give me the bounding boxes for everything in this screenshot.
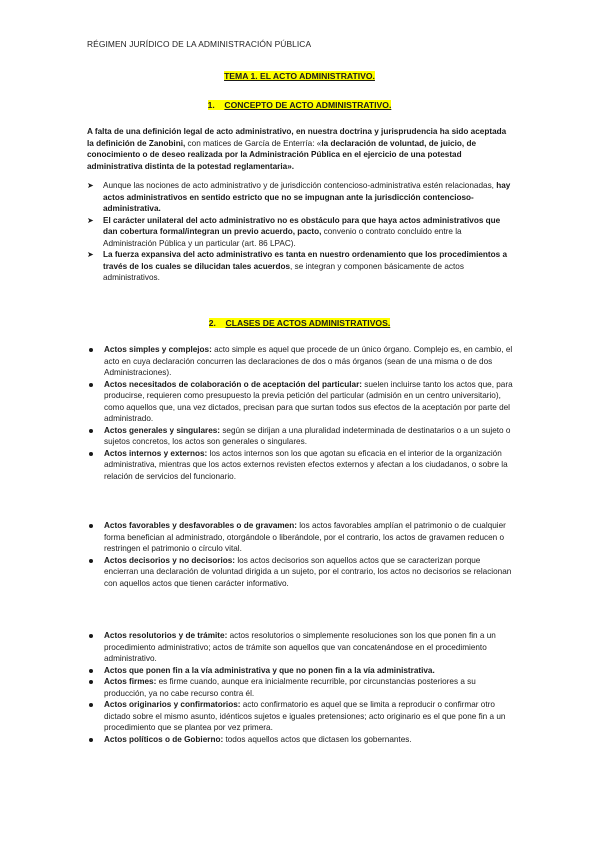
bullet-dot-icon [89, 680, 93, 684]
intro-part-3: la declaración de voluntad, de juicio, de conocimiento o de deseo realizada por la Administración Pública en el ejercicio de una potestad administrativa distinta de la potestad reglamentaria». [87, 138, 477, 171]
list-item-term: Actos decisorios y no decisorios: [104, 555, 236, 565]
list-item-term: Actos políticos o de Gobierno: [104, 734, 224, 744]
bullet-dot-icon [89, 383, 93, 387]
document-title [0, 71, 599, 81]
list-item-text: todos aquellos actos que dictasen los gobernantes. [223, 734, 412, 744]
bullet-dot-icon [89, 348, 93, 352]
arrow-bullet-icon: ➤ [87, 250, 94, 259]
arrow-point-bold: El carácter unilateral del acto administrativo no es obstáculo para que haya actos administrativos que dan cobertura formal/integran un previo acuerdo, pacto, [103, 215, 501, 236]
list-item [87, 379, 514, 425]
bullet-dot-icon [89, 452, 93, 456]
bullet-dot-icon [89, 429, 93, 433]
arrow-bullet-icon: ➤ [87, 181, 94, 190]
list-item-text: actos resolutorios o simplemente resoluciones son los que ponen fin a un procedimiento administrativo; actos de trámite son aquellos que van concatenándose en el procedimiento administrativo. [104, 631, 496, 663]
section-2-heading [0, 318, 599, 328]
section-2-number: 2. [208, 318, 216, 328]
section-1-highlight [208, 100, 392, 110]
intro-paragraph [87, 126, 514, 172]
bullet-list-group-1 [87, 344, 514, 482]
list-item-text: los actos internos son los que agotan su eficacia en el interior de la organización administrativa, mientras que los actos externos revisten efectos externos y afectan a los ciudadanos, o sobre la relación de servicios del funcionario. [104, 448, 508, 481]
section-2-highlight [209, 318, 390, 328]
list-item [87, 665, 514, 677]
arrow-point-bold: hay actos administrativos en sentido estricto que no se impugnan ante la jurisdicción contencioso-administrativa. [103, 181, 511, 213]
list-item-text: es firme cuando, aunque era inicialmente recurrible, por circunstancias posteriores a su producción, ya no cabe recurso contra él. [104, 677, 476, 698]
section-1-title: CONCEPTO DE ACTO ADMINISTRATIVO. [224, 100, 392, 110]
list-item [87, 448, 514, 483]
list-item-term: Actos generales y singulares: [104, 425, 221, 435]
list-item-term: Actos favorables y desfavorables o de gravamen: [104, 521, 297, 530]
bullet-dot-icon [89, 559, 93, 563]
list-item [87, 520, 514, 555]
section-2-title: CLASES DE ACTOS ADMINISTRATIVOS. [225, 318, 391, 328]
bullet-dot-icon [89, 634, 93, 638]
intro-part-2: con matices de García de Enterría: « [185, 138, 322, 148]
running-header: RÉGIMEN JURÍDICO DE LA ADMINISTRACIÓN PÚBLICA [87, 39, 312, 49]
list-item [87, 676, 514, 699]
list-item-text: acto simple es aquel que procede de un único órgano. Complejo es, en cambio, el acto en cuya declaración concurren las declaraciones de dos o más órganos (sean de una misma o de dos Administraciones). [104, 345, 513, 377]
section-1-number: 1. [207, 100, 215, 110]
list-item-text: los actos favorables amplían el patrimonio o de cualquier forma benefician al administrado, otorgándole o liberándole, por el contrario, los actos de gravamen reducen o restringen el patrimonio o círculo vital. [104, 521, 506, 553]
list-item [87, 734, 514, 746]
arrow-point-bold: La fuerza expansiva del acto administrativo es tanta en nuestro ordenamiento que los procedimientos a través de los cuales se dilucidan tales acuerdos [103, 250, 508, 271]
list-item-text: según se dirijan a una pluralidad indeterminada de destinatarios o a un sujeto o sujetos concretos, los actos son generales o singulares. [104, 425, 511, 446]
section-1-heading [0, 100, 599, 110]
list-item [87, 555, 514, 590]
bullet-dot-icon [89, 524, 93, 528]
arrow-point [87, 249, 514, 284]
arrow-point-list [87, 180, 514, 284]
list-item-term: Actos firmes: [104, 677, 157, 686]
document-title-text: TEMA 1. EL ACTO ADMINISTRATIVO. [224, 71, 375, 81]
list-item-term: Actos necesitados de colaboración o de aceptación del particular: [104, 379, 362, 389]
list-item [87, 699, 514, 734]
list-item [87, 425, 514, 448]
bullet-dot-icon [89, 738, 93, 742]
arrow-point-text-end: convenio o contrato concluido entre la Administración Pública y un particular (art. 86 LPAC). [103, 227, 462, 248]
arrow-point [87, 215, 514, 250]
list-item-term: Actos internos y externos: [104, 448, 208, 458]
list-item-term: Actos resolutorios y de trámite: [104, 631, 228, 640]
bullet-dot-icon [89, 703, 93, 707]
list-item-term: Actos que ponen fin a la vía administrativa y que no ponen fin a la vía administrativa. [104, 665, 435, 675]
list-item-text: acto confirmatorio es aquel que se limita a reproducir o confirmar otro dictado sobre el mismo asunto, idénticos sujetos e iguales pretensiones; acto originario es el que pone fin a un procedimiento que se plantea por vez primera. [104, 700, 506, 732]
list-item [87, 344, 514, 379]
arrow-point [87, 180, 514, 215]
list-item-term: Actos simples y complejos: [104, 345, 212, 354]
list-item-text: los actos decisorios son aquellos actos que se caracterizan porque encierran una declaración de voluntad dirigida a un sujeto, por el contrario, los actos no decisorios se relacionan con aquellos actos que tienen carácter informativo. [104, 555, 512, 588]
bullet-list-group-2 [87, 520, 514, 589]
arrow-bullet-icon: ➤ [87, 215, 94, 225]
list-item-text: suelen incluirse tanto los actos que, para producirse, requieren como presupuesto la previa petición del particular (admisión en un centro universitario), como aquellos que, una vez dictados, precisan para que surtan todos sus efectos de la aceptación por parte del administrado. [104, 379, 513, 423]
arrow-point-text: Aunque las nociones de acto administrativo y de jurisdicción contencioso-administrativa estén relacionadas, [103, 181, 497, 190]
bullet-dot-icon [89, 669, 93, 673]
arrow-point-text-end: , se integran y componen básicamente de actos administrativos. [103, 261, 464, 282]
bullet-list-group-3 [87, 630, 514, 745]
intro-part-1: A falta de una definición legal de acto administrativo, en nuestra doctrina y jurisprudencia ha sido aceptada la definición de Zanobini, [87, 127, 507, 148]
list-item [87, 630, 514, 665]
list-item-term: Actos originarios y confirmatorios: [104, 700, 241, 709]
